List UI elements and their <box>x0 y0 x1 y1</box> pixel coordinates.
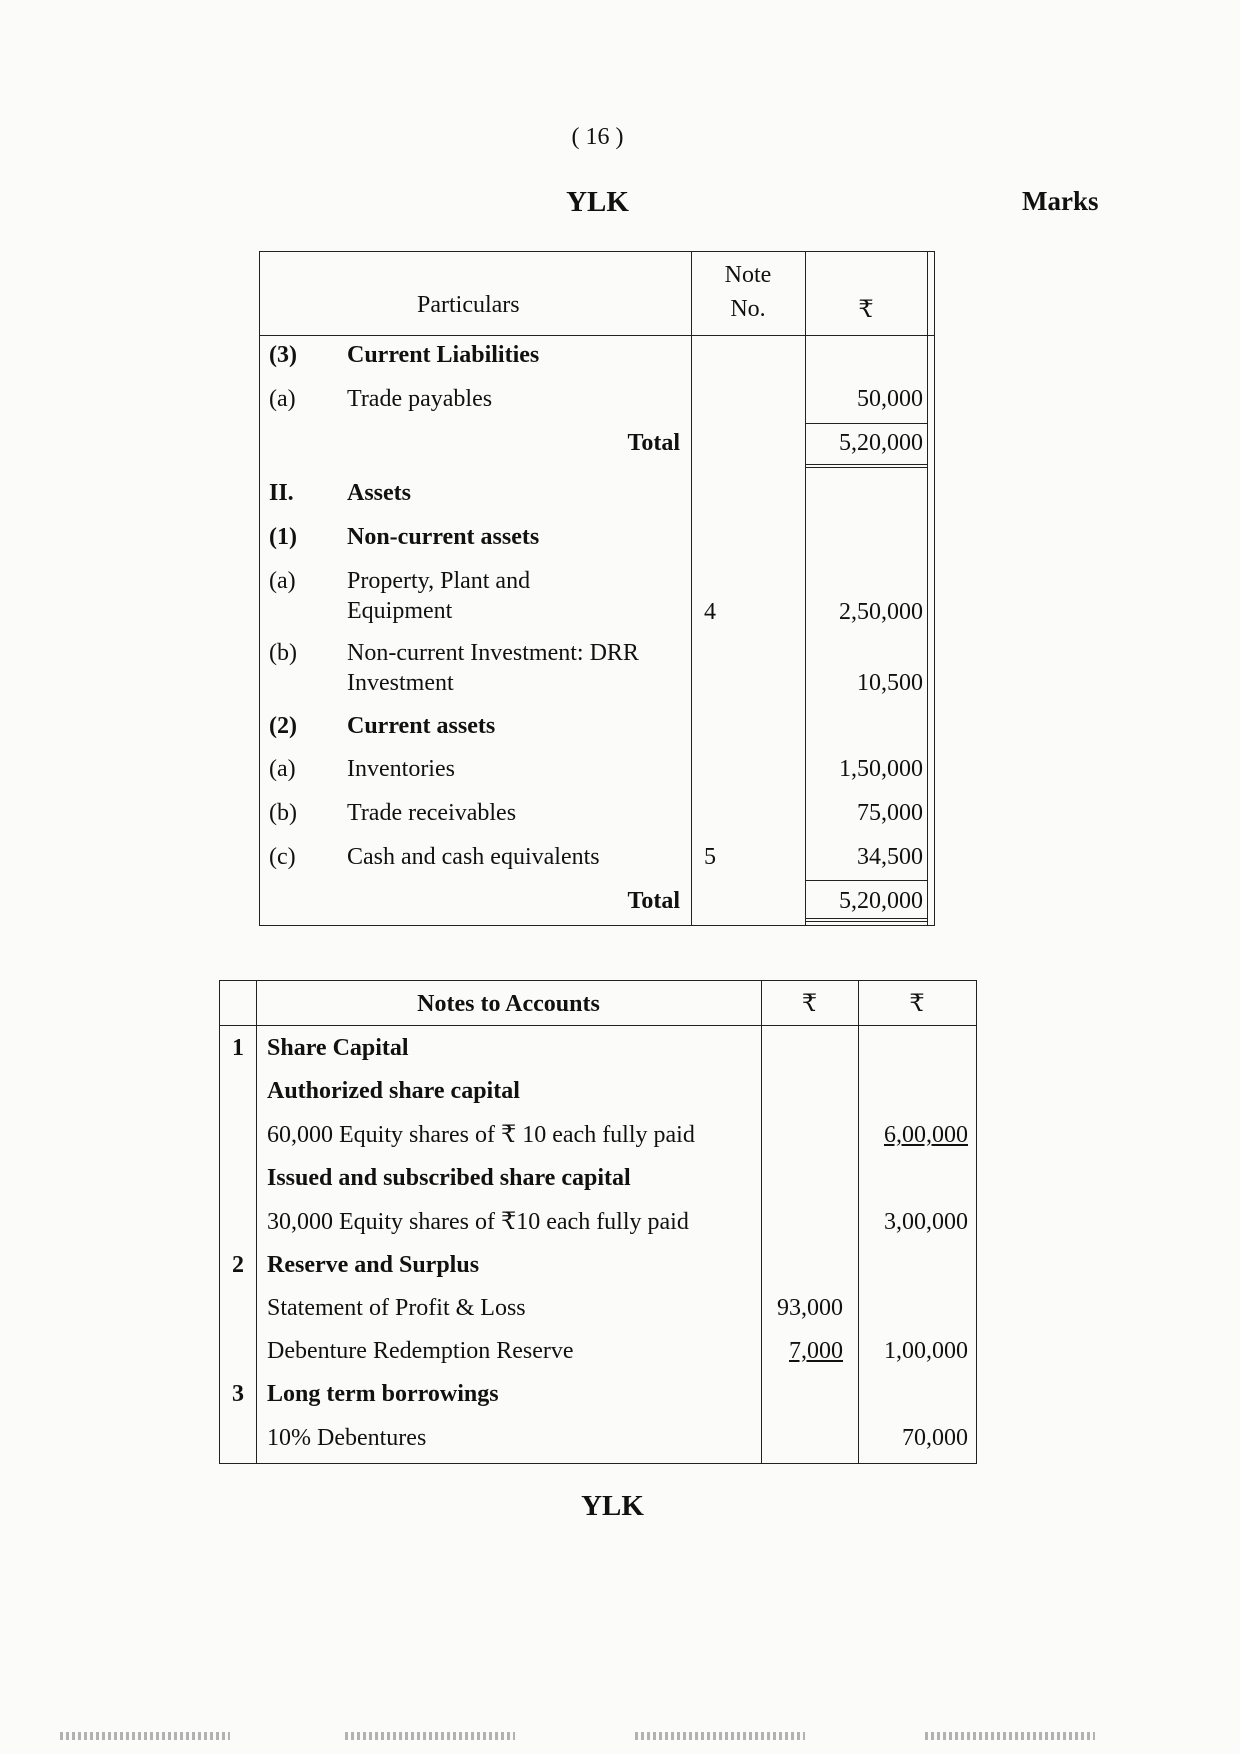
note-text: Reserve and Surplus <box>267 1252 480 1278</box>
note-text: 30,000 Equity shares of ₹10 each fully paid <box>267 1209 689 1235</box>
row-text: Trade receivables <box>347 800 517 826</box>
row-text: Non-current assets <box>347 524 540 550</box>
row-label: (c) <box>269 844 296 870</box>
row-text: Current Liabilities <box>347 342 540 368</box>
scan-artifact <box>635 1732 805 1740</box>
row-label: (a) <box>269 568 296 594</box>
note-text: 10% Debentures <box>267 1425 427 1451</box>
total-label: Total <box>627 888 680 914</box>
note-text: 60,000 Equity shares of ₹ 10 each fully paid <box>267 1122 695 1148</box>
note-text: Issued and subscribed share capital <box>267 1165 631 1191</box>
notes-col1-header: ₹ <box>801 991 818 1017</box>
row-amount: 1,50,000 <box>839 756 923 782</box>
footer-code: YLK <box>581 1490 644 1522</box>
row-label: (1) <box>269 524 297 550</box>
header-amount: ₹ <box>858 297 874 323</box>
notes-col2-header: ₹ <box>909 991 925 1017</box>
row-text: Non-current Investment: DRR Investment <box>347 640 639 696</box>
row-text: Current assets <box>347 713 496 739</box>
header-code: YLK <box>566 186 629 218</box>
notes-title: Notes to Accounts <box>417 991 600 1017</box>
note-amount: 7,000 <box>789 1338 843 1364</box>
marks-label: Marks <box>1022 186 1099 216</box>
total-amount: 5,20,000 <box>839 888 923 914</box>
row-text: Cash and cash equivalents <box>347 844 600 870</box>
header-particulars: Particulars <box>417 292 520 318</box>
note-amount: 1,00,000 <box>884 1338 968 1364</box>
row-label: (b) <box>269 800 297 826</box>
page-number: ( 16 ) <box>571 124 624 150</box>
note-amount: 6,00,000 <box>884 1122 968 1148</box>
row-note: 4 <box>704 599 716 625</box>
header-note-no: Note No. <box>724 262 772 322</box>
row-text: Inventories <box>347 756 455 782</box>
note-text: Share Capital <box>267 1035 409 1061</box>
row-amount: 10,500 <box>857 670 923 696</box>
note-number: 3 <box>232 1381 244 1407</box>
row-label: II. <box>269 480 294 506</box>
row-note: 5 <box>704 844 716 870</box>
row-text: Trade payables <box>347 386 493 412</box>
row-text: Property, Plant and Equipment <box>347 568 531 624</box>
row-amount: 50,000 <box>857 386 923 412</box>
note-amount: 70,000 <box>902 1425 968 1451</box>
note-number: 2 <box>232 1252 244 1278</box>
row-amount: 75,000 <box>857 800 923 826</box>
note-text: Long term borrowings <box>267 1381 499 1407</box>
scan-artifact <box>345 1732 515 1740</box>
row-label: (3) <box>269 342 297 368</box>
total-label: Total <box>627 430 680 456</box>
note-text: Authorized share capital <box>267 1078 520 1104</box>
balance-sheet-table <box>259 251 935 926</box>
row-amount: 34,500 <box>857 844 923 870</box>
row-label: (a) <box>269 756 296 782</box>
note-text: Statement of Profit & Loss <box>267 1295 526 1321</box>
total-amount: 5,20,000 <box>839 430 923 456</box>
row-amount: 2,50,000 <box>839 599 923 625</box>
row-label: (2) <box>269 713 297 739</box>
note-number: 1 <box>232 1035 244 1061</box>
scan-artifact <box>60 1732 230 1740</box>
scan-artifact <box>925 1732 1095 1740</box>
row-label: (b) <box>269 640 297 666</box>
row-label: (a) <box>269 386 296 412</box>
notes-table <box>219 980 977 1464</box>
note-amount: 93,000 <box>777 1295 843 1321</box>
row-text: Assets <box>347 480 411 506</box>
note-amount: 3,00,000 <box>884 1209 968 1235</box>
note-text: Debenture Redemption Reserve <box>267 1338 574 1364</box>
